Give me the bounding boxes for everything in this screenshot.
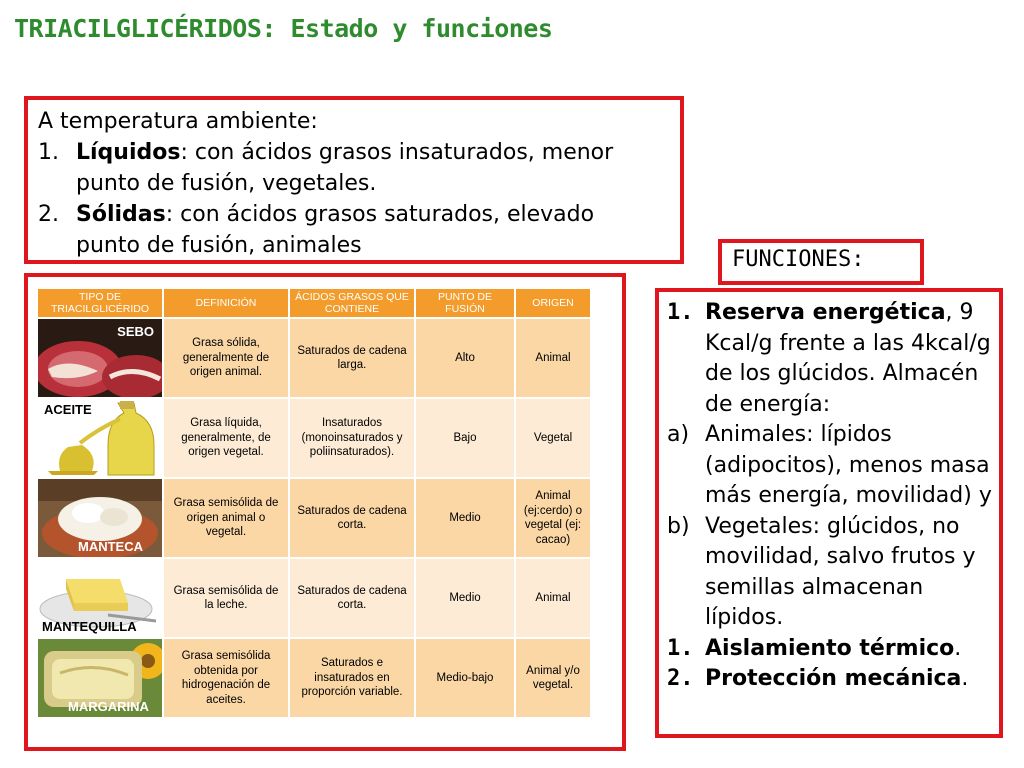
functions-colon: : [851,247,865,272]
fatty-acids-cell: Saturados e insaturados en proporción variable. [290,639,414,717]
header-origin: ORIGEN [516,289,590,317]
temperature-intro: A temperatura ambiente: [38,109,318,134]
fatty-acids-cell: Saturados de cadena corta. [290,479,414,557]
item-number: 1. [667,635,694,661]
liquid-item [38,137,680,168]
manteca-image-cell [38,479,162,557]
slide-title: TRIACILGLICÉRIDOS: Estado y funciones [14,14,553,43]
sebo-label: SEBO [117,324,154,339]
item-text: Animales: lípidos (adipocitos), menos masa más energía, movilidad) y [705,422,992,508]
mantequilla-label: MANTEQUILLA [42,618,137,634]
table-row [38,479,590,557]
header-type: TIPO DE TRIACILGLICÉRIDO [38,289,162,317]
melting-point-cell: Medio [416,479,514,557]
solid-item-continuation: punto de fusión, animales [76,233,362,258]
definition-cell: Grasa semisólida obtenida por hidrogenación de aceites. [164,639,288,717]
item-text: : con ácidos grasos insaturados, menor [180,140,614,165]
header-fatty-acids: ÁCIDOS GRASOS QUE CONTIENE [290,289,414,317]
table-box [24,273,626,751]
melting-point-cell: Medio-bajo [416,639,514,717]
temperature-box [24,96,684,264]
item-term: Aislamiento térmico [705,635,955,661]
functions-label: FUNCIONES [732,247,852,272]
item-term: Líquidos [76,140,181,165]
origin-cell: Vegetal [516,399,590,477]
item-number: 1. [667,300,694,325]
header-melting-point: PUNTO DE FUSIÓN [416,289,514,317]
function-item-mechanical [667,664,999,695]
item-text: . [954,635,962,661]
item-text: , 9 Kcal/g frente a las 4kcal/g de los glúcidos. Almacén de energía: [705,300,991,417]
margarina-image-cell [38,639,162,717]
definition-cell: Grasa líquida, generalmente, de origen vegetal. [164,399,288,477]
function-item-energy [667,298,999,420]
origin-cell: Animal [516,319,590,397]
item-text: Vegetales: glúcidos, no movilidad, salvo frutos y semillas almacenan lípidos. [705,513,976,630]
item-number: 2. [667,666,694,691]
function-subitem-animals [667,420,999,512]
fatty-acids-cell: Saturados de cadena corta. [290,559,414,637]
solid-item [38,199,680,230]
item-number: 1. [38,140,59,165]
origin-cell: Animal (ej:cerdo) o vegetal (ej: cacao) [516,479,590,557]
margarina-label: MARGARINA [68,698,149,714]
definition-cell: Grasa semisólida de la leche. [164,559,288,637]
item-text: : con ácidos grasos saturados, elevado [165,202,595,227]
table-row [38,399,590,477]
definition-cell: Grasa sólida, generalmente de origen animal. [164,319,288,397]
table-row [38,319,590,397]
definition-cell: Grasa semisólida de origen animal o vegetal. [164,479,288,557]
melting-point-cell: Bajo [416,399,514,477]
aceite-label: ACEITE [44,402,92,417]
aceite-image-cell [38,399,162,477]
item-letter: a) [667,422,690,447]
item-term: Reserva energética [705,300,946,325]
item-number: 2. [38,202,59,227]
liquid-item-continuation: punto de fusión, vegetales. [76,171,377,196]
fatty-acids-cell: Saturados de cadena larga. [290,319,414,397]
functions-box [655,288,1003,738]
item-text: . [961,666,969,691]
table-header-row [38,289,590,317]
functions-label-box [718,239,924,285]
item-term: Protección mecánica [705,666,962,691]
manteca-label: MANTECA [78,538,143,554]
table-row [38,639,590,717]
mantequilla-image-cell [38,559,162,637]
fatty-acids-cell: Insaturados (monoinsaturados y poliinsaturados). [290,399,414,477]
origin-cell: Animal [516,559,590,637]
item-term: Sólidas [76,202,166,227]
origin-cell: Animal y/o vegetal. [516,639,590,717]
table-row [38,559,590,637]
melting-point-cell: Medio [416,559,514,637]
header-definition: DEFINICIÓN [164,289,288,317]
sebo-image-cell [38,319,162,397]
melting-point-cell: Alto [416,319,514,397]
fat-types-table [36,287,592,719]
item-letter: b) [667,513,690,539]
function-item-thermal [667,634,999,665]
function-subitem-plants [667,512,999,634]
